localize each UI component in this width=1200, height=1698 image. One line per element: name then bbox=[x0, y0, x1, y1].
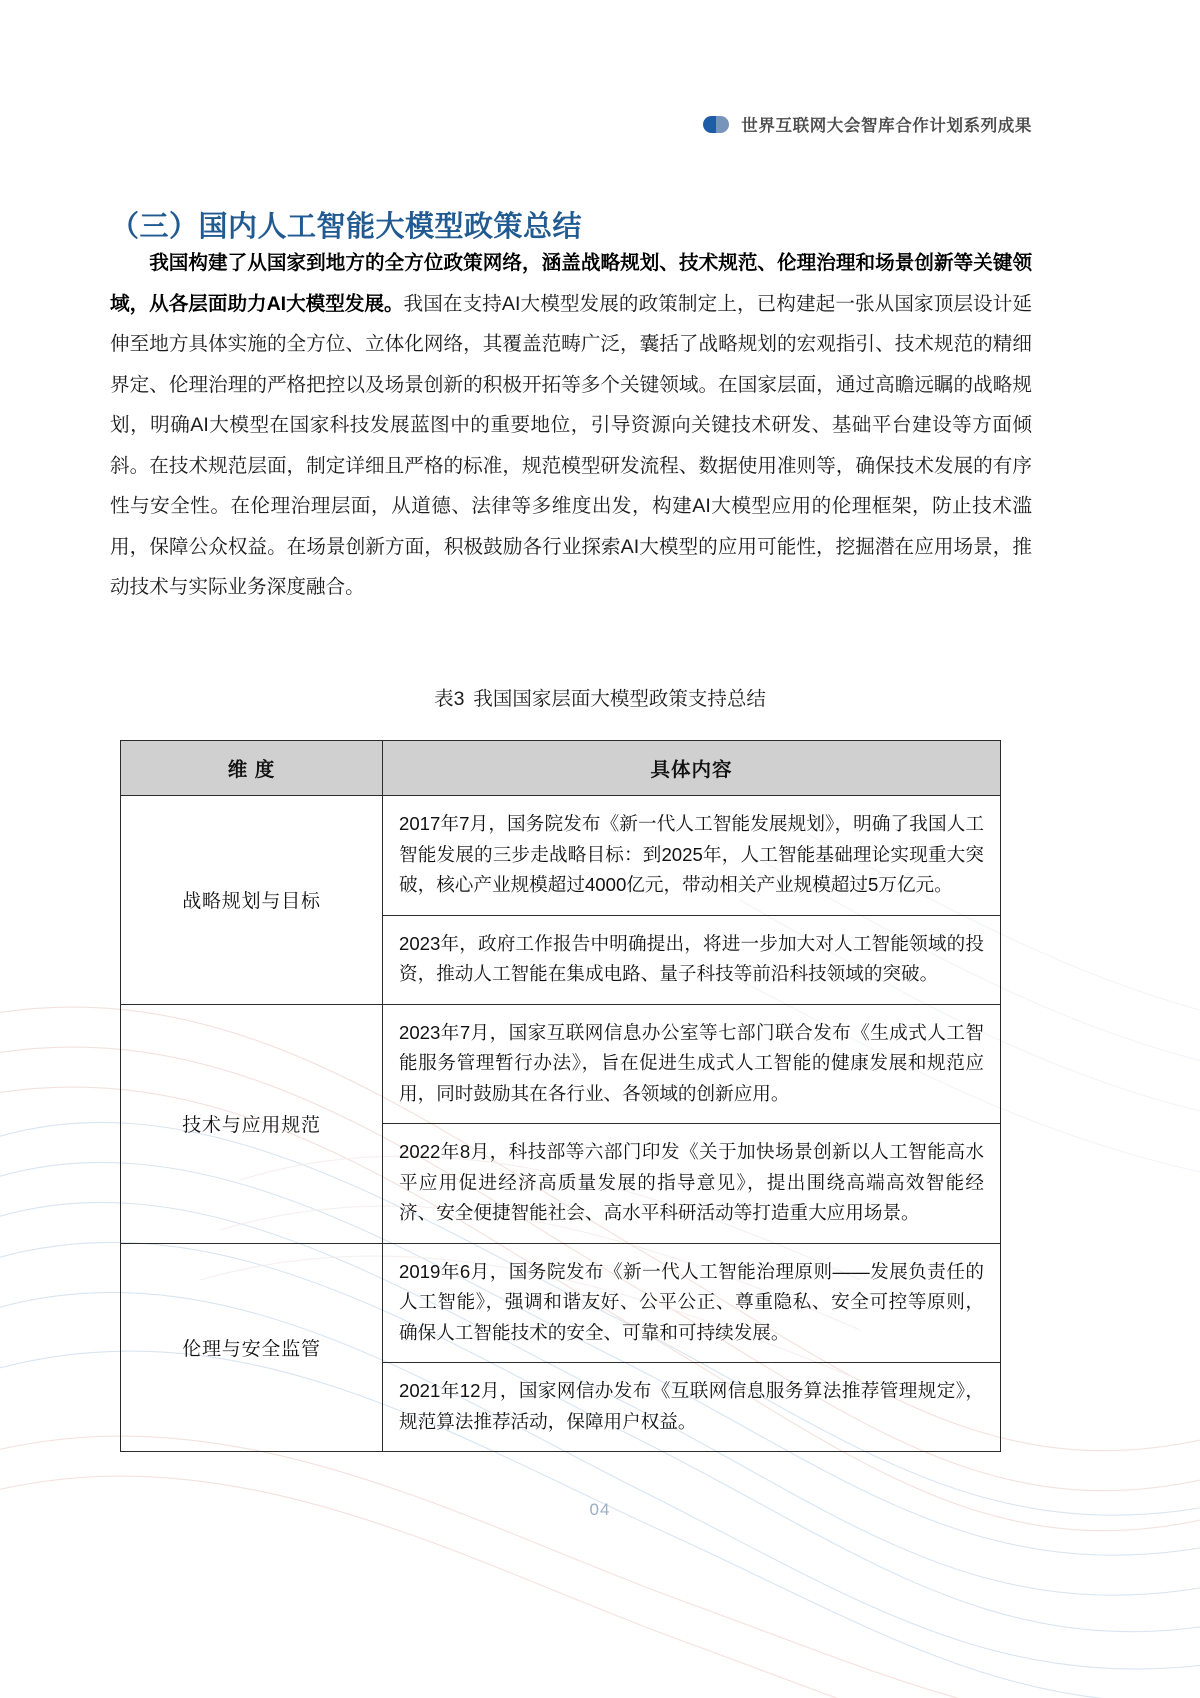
content-cell: 2017年7月，国务院发布《新一代人工智能发展规划》，明确了我国人工智能发展的三步走战略目标：到2025年，人工智能基础理论实现重大突破，核心产业规模超过4000亿元，带动相关产业规模超过5万亿元。 bbox=[383, 796, 1001, 916]
content-cell: 2021年12月，国家网信办发布《互联网信息服务算法推荐管理规定》，规范算法推荐活动，保障用户权益。 bbox=[383, 1363, 1001, 1452]
column-header-dimension: 维 度 bbox=[121, 741, 383, 796]
table-row bbox=[121, 796, 1001, 916]
half-circle-logo-icon bbox=[703, 116, 729, 133]
page-number: 04 bbox=[589, 1500, 611, 1519]
table-caption bbox=[0, 683, 1200, 711]
page-title: （三）国内人工智能大模型政策总结 bbox=[110, 211, 583, 244]
content-cell: 2023年，政府工作报告中明确提出，将进一步加大对人工智能领域的投资，推动人工智能在集成电路、量子科技等前沿科技领域的突破。 bbox=[383, 915, 1001, 1004]
table-header-row bbox=[121, 741, 1001, 796]
table-caption-text: 我国国家层面大模型政策支持总结 bbox=[473, 688, 766, 710]
table-caption-number: 表3 bbox=[434, 688, 465, 710]
body-paragraph bbox=[110, 243, 1032, 608]
content-cell: 2022年8月，科技部等六部门印发《关于加快场景创新以人工智能高水平应用促进经济高质量发展的指导意见》，提出围绕高端高效智能经济、安全便捷智能社会、高水平科研活动等打造重大应用场景。 bbox=[383, 1124, 1001, 1244]
body-paragraph-rest: 我国在支持AI大模型发展的政策制定上，已构建起一张从国家顶层设计延伸至地方具体实施的全方位、立体化网络，其覆盖范畴广泛，囊括了战略规划的宏观指引、技术规范的精细界定、伦理治理的严格把控以及场景创新的积极开拓等多个关键领域。在国家层面，通过高瞻远瞩的战略规划，明确AI大模型在国家科技发展蓝图中的重要地位，引导资源向关键技术研发、基础平台建设等方面倾斜。在技术规范层面，制定详细且严格的标准，规范模型研发流程、数据使用准则等，确保技术发展的有序性与安全性。在伦理治理层面，从道德、法律等多维度出发，构建AI大模型应用的伦理框架，防止技术滥用，保障公众权益。在场景创新方面，积极鼓励各行业探索AI大模型的应用可能性，挖掘潜在应用场景，推动技术与实际业务深度融合。 bbox=[110, 292, 1033, 598]
body-paragraph-lead: 我国构建了从国家到地方的全方位政策网络，涵盖战略规划、技术规范、伦理治理和场景创新等关键领域，从各层面助力AI大模型发展。 bbox=[110, 252, 1032, 315]
dimension-cell: 伦理与安全监管 bbox=[121, 1243, 383, 1452]
table-body bbox=[121, 796, 1001, 1452]
policy-table bbox=[120, 740, 1001, 1452]
dimension-cell: 技术与应用规范 bbox=[121, 1004, 383, 1243]
dimension-cell: 战略规划与目标 bbox=[121, 796, 383, 1005]
running-header-text: 世界互联网大会智库合作计划系列成果 bbox=[741, 117, 1032, 135]
table-row bbox=[121, 1004, 1001, 1124]
running-header bbox=[703, 112, 1032, 136]
content-cell: 2019年6月，国务院发布《新一代人工智能治理原则——发展负责任的人工智能》，强调和谐友好、公平公正、尊重隐私、安全可控等原则，确保人工智能技术的安全、可靠和可持续发展。 bbox=[383, 1243, 1001, 1363]
table-header bbox=[121, 741, 1001, 796]
policy-table-container bbox=[120, 740, 1000, 1452]
content-cell: 2023年7月，国家互联网信息办公室等七部门联合发布《生成式人工智能服务管理暂行办法》，旨在促进生成式人工智能的健康发展和规范应用，同时鼓励其在各行业、各领域的创新应用。 bbox=[383, 1004, 1001, 1124]
body-text-block bbox=[110, 243, 1032, 608]
table-row bbox=[121, 1243, 1001, 1363]
column-header-content: 具体内容 bbox=[383, 741, 1001, 796]
